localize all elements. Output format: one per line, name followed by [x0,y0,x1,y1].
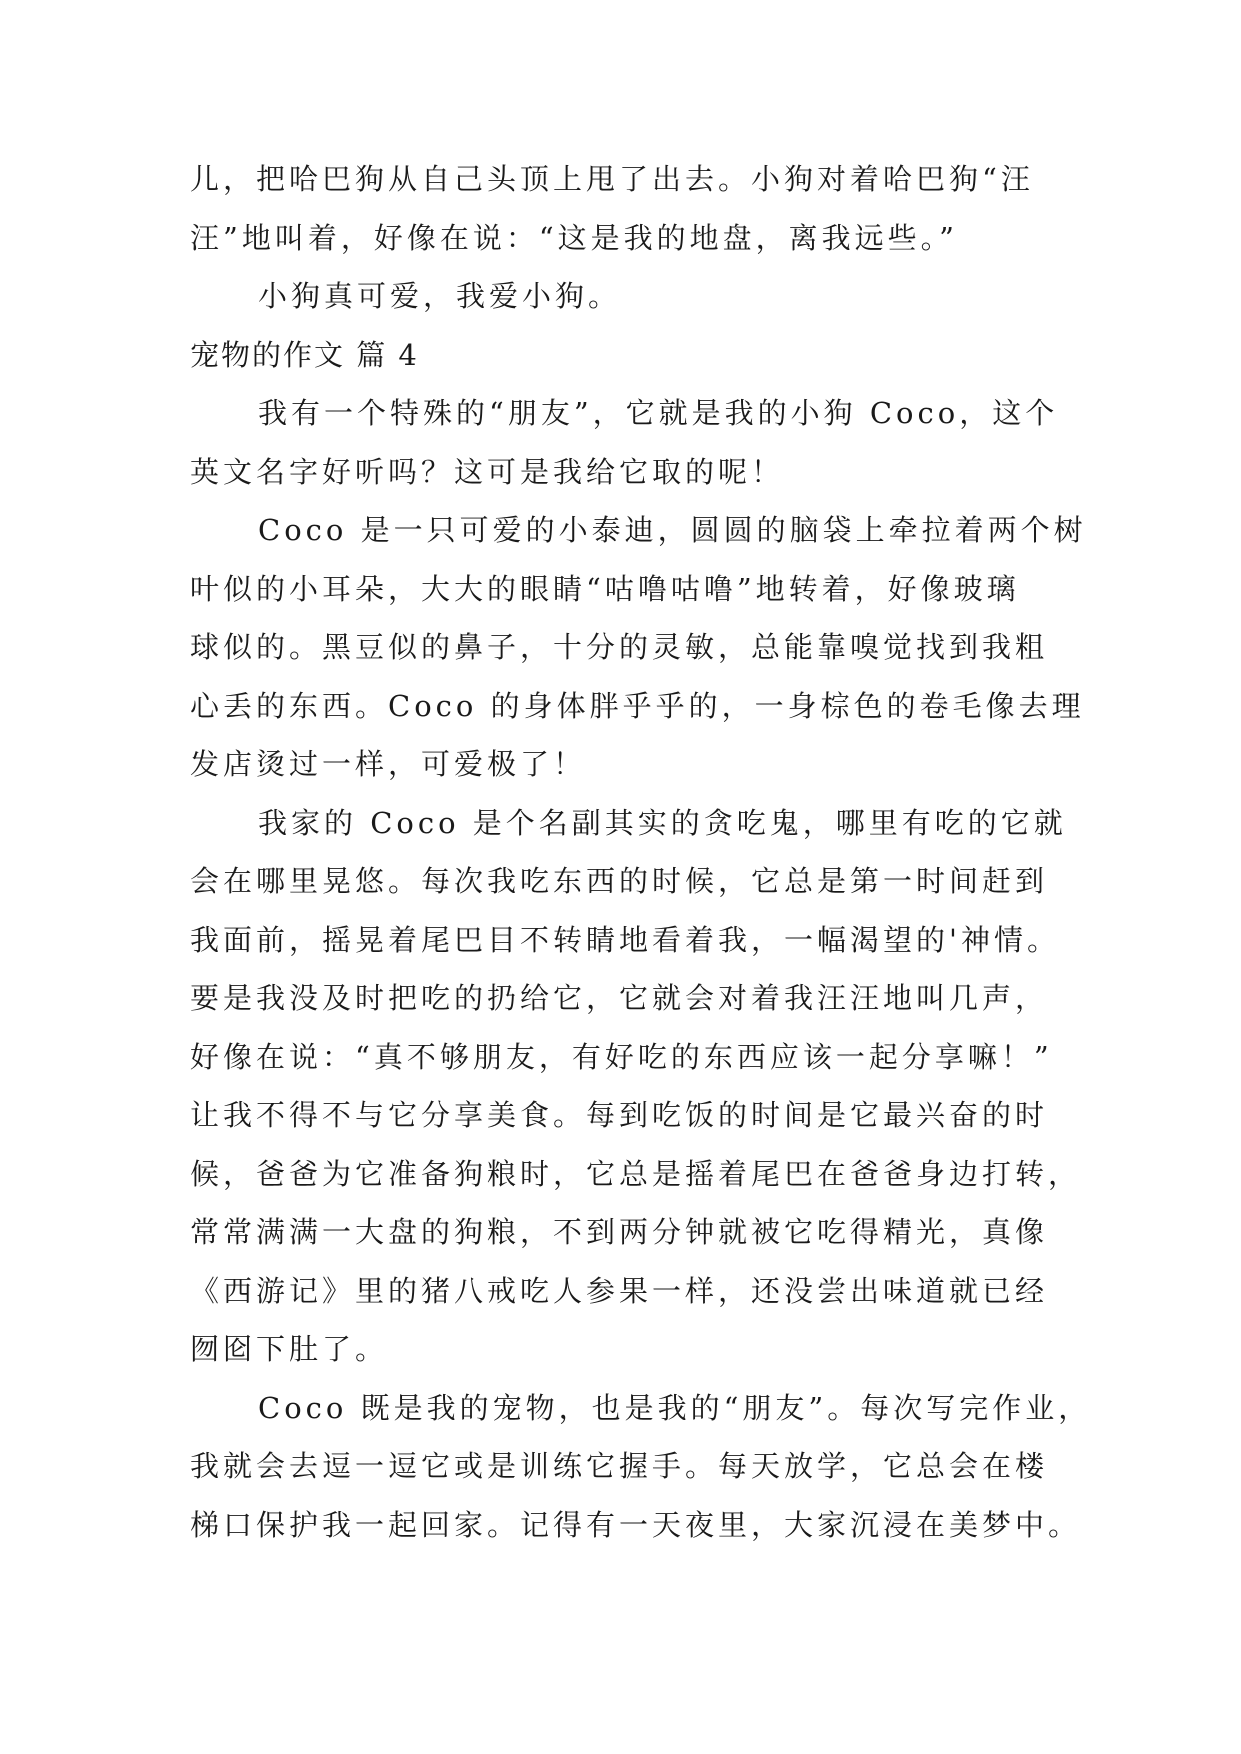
text-line: 梯口保护我一起回家。记得有一天夜里，大家沉浸在美梦中。 [190,1507,1082,1542]
document-body [190,150,1092,1554]
text-line: 小狗真可爱，我爱小狗。 [258,279,622,313]
text-line: Coco 是一只可爱的小泰迪，圆圆的脑袋上牵拉着两个树 [258,513,1087,547]
text-line: 好像在说：“真不够朋友，有好吃的东西应该一起分享嘛！” [190,1039,1053,1074]
section-heading: 宠物的作文 篇 4 [190,337,419,372]
text-line: 会在哪里晃悠。每次我吃东西的时候，它总是第一时间赶到 [190,864,1049,898]
text-line: 英文名字好听吗？这可是我给它取的呢！ [190,454,785,489]
text-line: 《西游记》里的猪八戒吃人参果一样，还没尝出味道就已经 [190,1273,1049,1308]
text-line: 我家的 Coco 是个名副其实的贪吃鬼，哪里有吃的它就 [258,805,1067,840]
text-line: 发店烫过一样，可爱极了！ [190,747,587,781]
text-line: 叶似的小耳朵，大大的眼睛“咕噜咕噜”地转着，好像玻璃 [190,571,1020,606]
text-line: 我有一个特殊的“朋友”，它就是我的小狗 Coco，这个 [258,396,1059,430]
text-line: 心丢的东西。Coco 的身体胖乎乎的，一身棕色的卷毛像去理 [190,688,1085,723]
text-line: Coco 既是我的宠物，也是我的“朋友”。每次写完作业， [258,1390,1092,1425]
text-line: 汪”地叫着，好像在说：“这是我的地盘，离我远些。” [190,220,958,255]
text-line: 球似的。黑豆似的鼻子，十分的灵敏，总能靠嗅觉找到我粗 [190,630,1049,664]
text-line: 候，爸爸为它准备狗粮时，它总是摇着尾巴在爸爸身边打转， [190,1156,1082,1191]
text-line: 儿，把哈巴狗从自己头顶上甩了出去。小狗对着哈巴狗“汪 [190,162,1034,196]
text-line: 囫囵下肚了。 [190,1332,389,1366]
text-line: 要是我没及时把吃的扔给它，它就会对着我汪汪地叫几声， [190,981,1049,1015]
text-line: 我面前，摇晃着尾巴目不转睛地看着我，一幅渴望的'神情。 [190,922,1060,957]
text-line: 常常满满一大盘的狗粮，不到两分钟就被它吃得精光，真像 [190,1215,1049,1249]
text-line: 让我不得不与它分享美食。每到吃饭的时间是它最兴奋的时 [190,1098,1049,1132]
text-line: 我就会去逗一逗它或是训练它握手。每天放学，它总会在楼 [190,1449,1049,1483]
